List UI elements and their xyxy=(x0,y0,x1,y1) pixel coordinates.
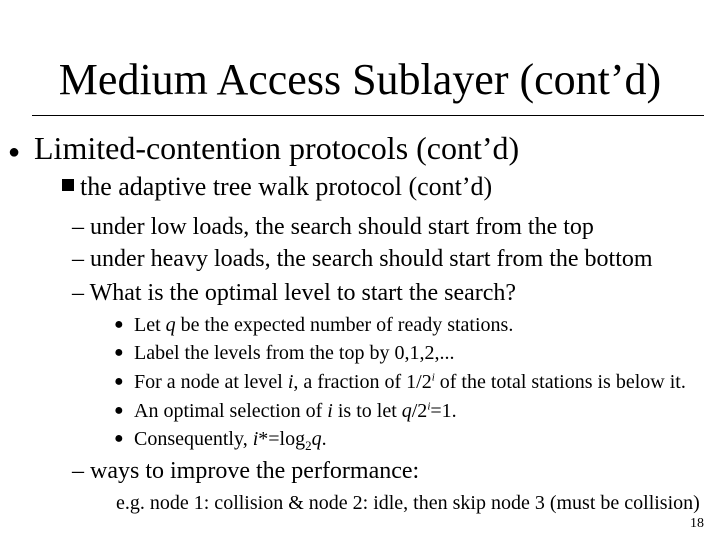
point-item: For a node at level i, a fraction of 1/2$^i$ of the total stations is below it. xyxy=(134,371,686,393)
point-item: Consequently, $i*=\log_2q$. xyxy=(134,428,327,453)
filled-circle-bullet-icon: ● xyxy=(114,430,124,447)
filled-circle-bullet-icon: ● xyxy=(114,344,124,361)
point-item: An optimal selection of i is to let $q/2^i=1$. xyxy=(134,400,457,422)
page-number: 18 xyxy=(690,516,704,531)
filled-circle-bullet-icon: ● xyxy=(114,402,124,419)
title-divider xyxy=(32,115,704,116)
filled-circle-bullet-icon: ● xyxy=(8,141,21,163)
filled-circle-bullet-icon: ● xyxy=(114,373,124,390)
level3-item: – What is the optimal level to start the search? xyxy=(72,280,517,306)
example-text: e.g. node 1: collision & node 2: idle, then skip node 3 (must be collision) xyxy=(116,492,700,514)
level2-text: the adaptive tree walk protocol (cont’d) xyxy=(80,172,493,201)
level3-item: – ways to improve the performance: xyxy=(72,458,420,484)
point-item: Let q be the expected number of ready stations. xyxy=(134,314,514,336)
slide-title: Medium Access Sublayer (cont’d) xyxy=(58,55,662,104)
level1-text: Limited-contention protocols (cont’d) xyxy=(34,130,520,166)
filled-square-bullet-icon xyxy=(62,179,74,191)
filled-circle-bullet-icon: ● xyxy=(114,316,124,333)
point-item: Label the levels from the top by 0,1,2,... xyxy=(134,342,455,364)
level3-item: – under low loads, the search should start from the top xyxy=(72,214,594,240)
level3-item: – under heavy loads, the search should start from the bottom xyxy=(72,246,653,272)
